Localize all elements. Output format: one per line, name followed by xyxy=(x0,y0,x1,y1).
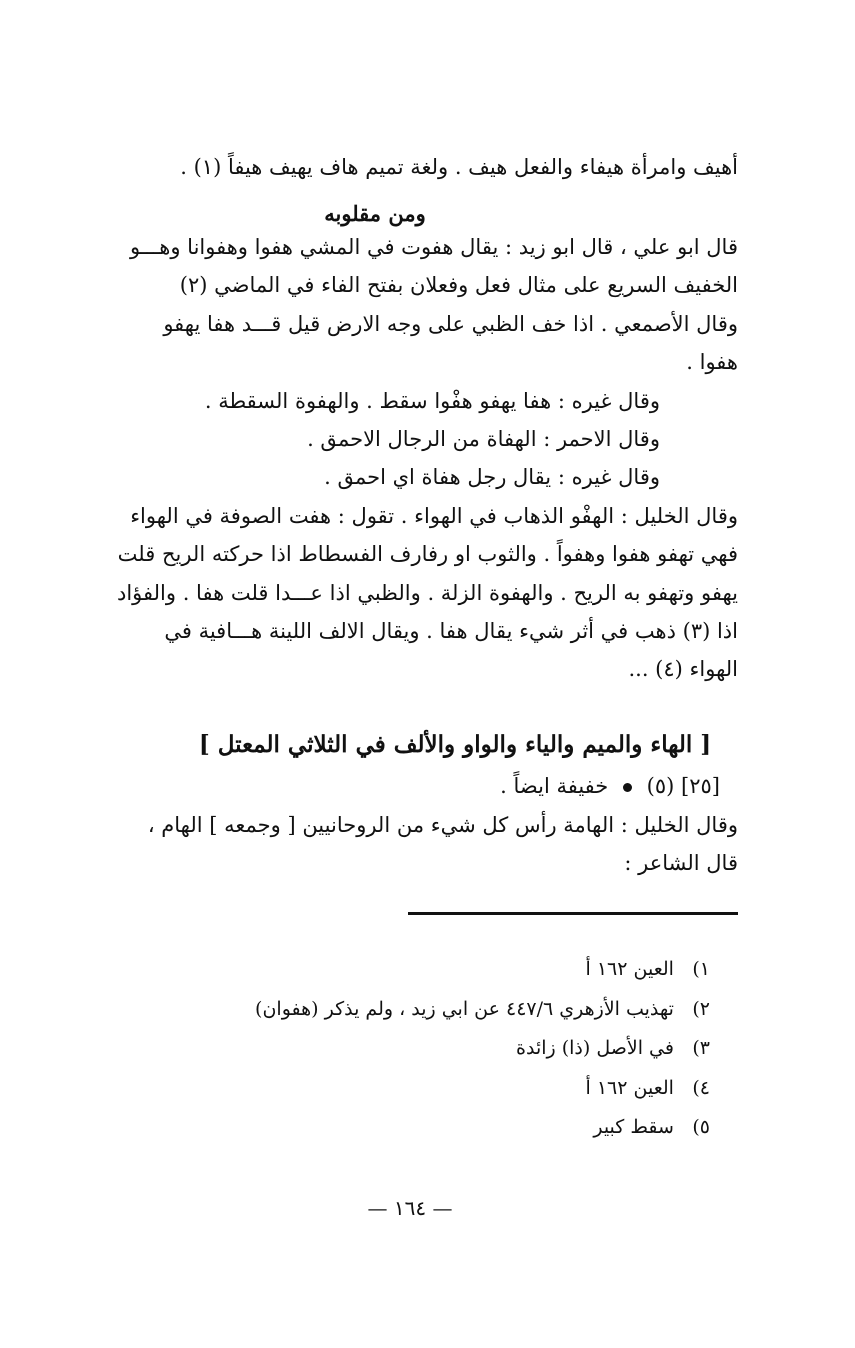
text-line: يهفو وتهفو به الريح . والهفوة الزلة . والظبي اذا عـــدا قلت هفا . والفؤاد xyxy=(117,580,738,605)
footnotes xyxy=(150,950,710,1148)
paragraph-abu-ali xyxy=(62,228,738,382)
text-line: هفوا . xyxy=(686,350,738,375)
bullet-icon xyxy=(623,783,632,792)
text-line: وقال غيره : يقال رجل هفاة اي احمق . xyxy=(324,465,660,490)
subheading: ومن مقلوبه xyxy=(324,201,426,226)
section-sub-text: خفيفة ايضاً . xyxy=(500,774,609,798)
closing-paragraph xyxy=(62,806,738,883)
footnote-divider xyxy=(408,912,738,915)
footnote-number: ٣) xyxy=(692,1037,710,1059)
paren-number: (٥) xyxy=(646,774,675,798)
footnote-item xyxy=(150,1108,710,1148)
paragraph-khalil xyxy=(62,497,738,689)
paragraph-ahmar xyxy=(62,420,738,458)
footnote-item xyxy=(150,950,710,990)
footnote-text: سقط كبير xyxy=(593,1116,674,1138)
footnote-number: ١) xyxy=(692,958,710,980)
intro-paragraph xyxy=(62,148,738,186)
text-line: الهواء (٤) ... xyxy=(628,657,738,682)
footnote-number: ٤) xyxy=(692,1076,710,1099)
page-number: — ١٦٤ — xyxy=(367,1196,453,1220)
footnote-number: ٥) xyxy=(692,1116,710,1138)
footnote-text: في الأصل (ذا) زائدة xyxy=(516,1037,674,1059)
paragraph-ghayruhu-2 xyxy=(62,458,738,496)
text-line: وقال غيره : هفا يهفو هفْوا سقط . والهفوة السقطة . xyxy=(204,388,660,413)
footnote-number: ٢) xyxy=(692,997,710,1020)
text-line: وقال الأصمعي . اذا خف الظبي على وجه الارض قيل قـــد هفا يهفو xyxy=(163,311,738,336)
paragraph-ghayruhu-1 xyxy=(62,382,738,420)
main-paragraphs xyxy=(62,228,738,689)
section-subline xyxy=(300,767,720,805)
footnote-text: العين ١٦٢ أ xyxy=(585,958,674,980)
text-line: قال ابو علي ، قال ابو زيد : يقال هفوت في المشي هفوا وهفوانا وهـــو xyxy=(129,235,738,259)
footnote-text: العين ١٦٢ أ xyxy=(585,1076,674,1099)
footnote-item xyxy=(150,1069,710,1109)
footnote-item xyxy=(150,1029,710,1069)
text-line: اذا (٣) ذهب في أثر شيء يقال هفا . ويقال الالف اللينة هـــافية في xyxy=(164,619,738,644)
footnote-item xyxy=(150,990,710,1030)
footnote-text: تهذيب الأزهري ٤٤٧/٦ عن ابي زيد ، ولم يذكر (هفوان) xyxy=(255,997,674,1020)
bracket-number: [٢٥] xyxy=(681,774,720,798)
text-line: وقال الاحمر : الهفاة من الرجال الاحمق . xyxy=(307,427,660,452)
text-line: قال الشاعر : xyxy=(624,851,738,876)
intro-line: أهيف وامرأة هيفاء والفعل هيف . ولغة تميم هاف يهيف هيفاً (١) . xyxy=(180,155,738,179)
section-heading: [ الهاء والميم والياء والواو والألف في الثلاثي المعتل ] xyxy=(198,731,712,758)
text-line: فهي تهفو هفوا وهفواً . والثوب او رفارف الفسطاط اذا حركته الريح قلت xyxy=(117,542,738,567)
text-line: وقال الخليل : الهفْو الذهاب في الهواء . تقول : هفت الصوفة في الهواء xyxy=(130,503,738,528)
text-line: وقال الخليل : الهامة رأس كل شيء من الروحانيين [ وجمعه ] الهام ، xyxy=(147,813,738,837)
text-line: الخفيف السريع على مثال فعل وفعلان بفتح الفاء في الماضي (٢) xyxy=(179,273,738,298)
